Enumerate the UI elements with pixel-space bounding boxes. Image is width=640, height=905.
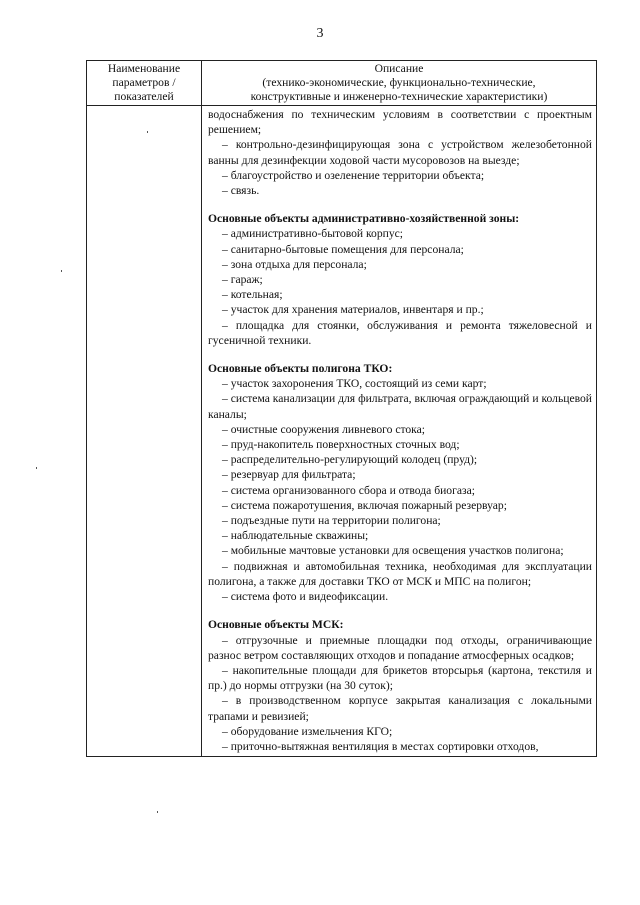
list-item: – площадка для стоянки, обслуживания и ремонта тяжеловесной и гусеничной техники. bbox=[208, 318, 592, 347]
list-item: – гараж; bbox=[222, 273, 263, 287]
list-item: – санитарно-бытовые помещения для персонала; bbox=[222, 242, 464, 256]
header-line: (технико-экономические, функционально-технические, bbox=[262, 76, 536, 89]
list-item: – благоустройство и озеленение территории объекта; bbox=[222, 168, 485, 182]
header-line: Описание bbox=[374, 62, 424, 75]
spec-table bbox=[86, 60, 597, 757]
list-item: – административно-бытовой корпус; bbox=[222, 227, 403, 241]
table-header-row bbox=[87, 61, 597, 106]
scan-artifact-mark bbox=[36, 467, 37, 469]
list-item: – оборудование измельчения КГО; bbox=[222, 724, 393, 738]
parameter-cell bbox=[87, 106, 202, 757]
scan-artifact-mark bbox=[61, 270, 62, 272]
list-item: – система пожаротушения, включая пожарный резервуар; bbox=[222, 498, 507, 512]
list-item: – зона отдыха для персонала; bbox=[222, 257, 367, 271]
scan-artifact-mark bbox=[147, 131, 148, 133]
description-cell bbox=[202, 106, 597, 757]
list-item: – отгрузочные и приемные площадки под отходы, ограничивающие разнос ветром составляющих отходов и попадание атмосферных осадков; bbox=[208, 633, 592, 662]
list-item: – система организованного сбора и отвода биогаза; bbox=[222, 483, 475, 497]
list-item: водоснабжения по техническим условиям в соответствии с проектным решением; bbox=[208, 108, 592, 137]
section-heading-polygon: Основные объекты полигона ТКО: bbox=[208, 362, 393, 376]
list-item: – в производственном корпусе закрытая канализация с локальными трапами и ревизией; bbox=[208, 694, 592, 723]
list-item: – контрольно-дезинфицирующая зона с устройством железобетонной ванны для дезинфекции ходовой части мусоровозов на выезде; bbox=[208, 138, 592, 167]
header-line: Наименование bbox=[107, 62, 181, 75]
list-item: – пруд-накопитель поверхностных сточных вод; bbox=[222, 438, 460, 452]
list-item: – подвижная и автомобильная техника, необходимая для эксплуатации полигона, а также для доставки ТКО от МСК и МПС на полигон; bbox=[208, 559, 592, 588]
list-item: – участок для хранения материалов, инвентаря и пр.; bbox=[222, 303, 484, 317]
list-item: – распределительно-регулирующий колодец (пруд); bbox=[222, 453, 478, 467]
list-item: – накопительные площади для брикетов вторсырья (картона, текстиля и пр.) до нормы отгрузки (на 30 суток); bbox=[208, 663, 592, 693]
page-number: 3 bbox=[316, 26, 324, 41]
header-parameters bbox=[87, 61, 202, 106]
list-item: – наблюдательные скважины; bbox=[222, 529, 369, 543]
header-line: конструктивные и инженерно-технические характеристики) bbox=[250, 90, 548, 103]
table-row bbox=[87, 106, 597, 757]
list-item: – резервуар для фильтрата; bbox=[222, 468, 356, 482]
list-item: – система канализации для фильтрата, включая ограждающий и кольцевой каналы; bbox=[208, 392, 592, 421]
list-item: – котельная; bbox=[222, 288, 283, 302]
header-line: показателей bbox=[114, 90, 174, 103]
section-heading-admin: Основные объекты административно-хозяйственной зоны: bbox=[208, 212, 520, 226]
list-item: – участок захоронения ТКО, состоящий из семи карт; bbox=[222, 377, 487, 391]
list-item: – приточно-вытяжная вентиляция в местах сортировки отходов, bbox=[222, 739, 539, 753]
section-heading-msk: Основные объекты МСК: bbox=[208, 618, 344, 632]
header-line: параметров / bbox=[112, 76, 176, 89]
scan-artifact-mark bbox=[157, 811, 158, 813]
list-item: – система фото и видеофиксации. bbox=[222, 590, 389, 604]
list-item: – связь. bbox=[222, 184, 260, 198]
header-description bbox=[202, 61, 597, 106]
list-item: – очистные сооружения ливневого стока; bbox=[222, 422, 425, 436]
list-item: – подъездные пути на территории полигона; bbox=[222, 514, 441, 528]
list-item: – мобильные мачтовые установки для освещения участков полигона; bbox=[222, 544, 564, 558]
